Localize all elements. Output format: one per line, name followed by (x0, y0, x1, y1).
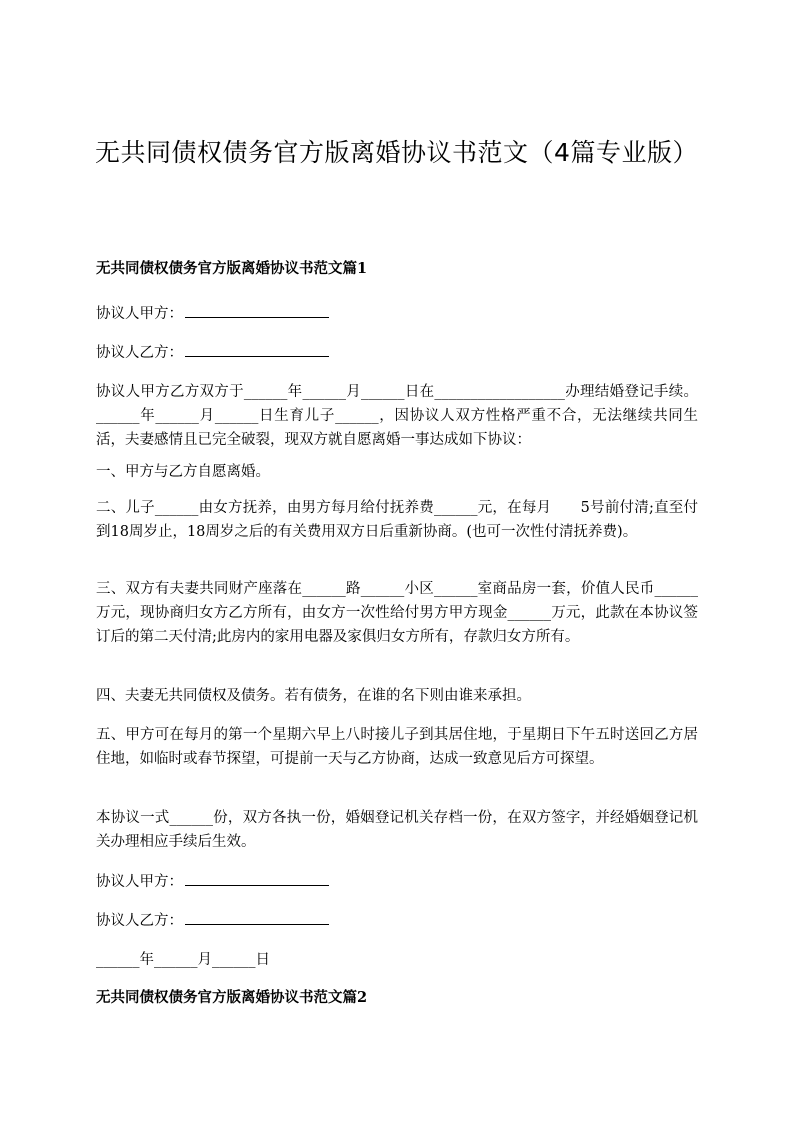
section-2-heading: 无共同债权债务官方版离婚协议书范文篇2 (96, 989, 368, 1006)
party-b-field (96, 341, 698, 365)
sign-party-b-blank (185, 910, 329, 925)
clause-3-paragraph: 三、双方有夫妻共同财产座落在______路______小区______室商品房一套，价值人民币______万元，现协商归女方乙方所有，由女方一次性给付男方甲方现金______万元，此款在本协议签订后的第二天付清;此房内的家用电器及家俱归女方所有，存款归女方所有。 (96, 581, 698, 645)
clause-4-paragraph: 四、夫妻无共同债权及债务。若有债务，在谁的名下则由谁来承担。 (96, 688, 531, 704)
section-1-heading: 无共同债权债务官方版离婚协议书范文篇1 (96, 260, 368, 277)
date-line: ______年______月______日 (96, 952, 270, 968)
clause-5-paragraph: 五、甲方可在每月的第一个星期六早上八时接儿子到其居住地，于星期日下午五时送回乙方居住地，如临时或春节探望，可提前一天与乙方协商，达成一致意见后方可探望。 (96, 727, 698, 767)
party-a-field (96, 302, 698, 326)
party-a-label: 协议人甲方： (96, 306, 183, 322)
sign-party-b-field (96, 909, 698, 933)
party-a-blank (185, 303, 329, 318)
clause-1-paragraph: 一、甲方与乙方自愿离婚。 (96, 464, 270, 480)
sign-party-a-label: 协议人甲方： (96, 874, 183, 890)
sign-party-b-label: 协议人乙方： (96, 913, 183, 929)
sign-party-a-field (96, 870, 698, 894)
document-title: 无共同债权债务官方版离婚协议书范文（4篇专业版） (95, 138, 698, 167)
sign-party-a-blank (185, 871, 329, 886)
intro-paragraph: 协议人甲方乙方双方于______年______月______日在__________________办理结婚登记手续。______年______月______日生育儿子______，因协议人双方性格严重不合，无法继续共同生活，夫妻感情且已完全破裂，现双方就自愿离婚一事达成如下协议： (96, 384, 698, 448)
copies-paragraph: 本协议一式______份，双方各执一份，婚姻登记机关存档一份，在双方签字，并经婚姻登记机关办理相应手续后生效。 (96, 810, 698, 850)
party-b-blank (185, 342, 329, 357)
party-b-label: 协议人乙方： (96, 345, 183, 361)
clause-2-paragraph: 二、儿子______由女方抚养，由男方每月给付抚养费______元，在每月 5号前付清;直至付到18周岁止，18周岁之后的有关费用双方日后重新协商。(也可一次性付清抚养费)。 (96, 500, 698, 540)
